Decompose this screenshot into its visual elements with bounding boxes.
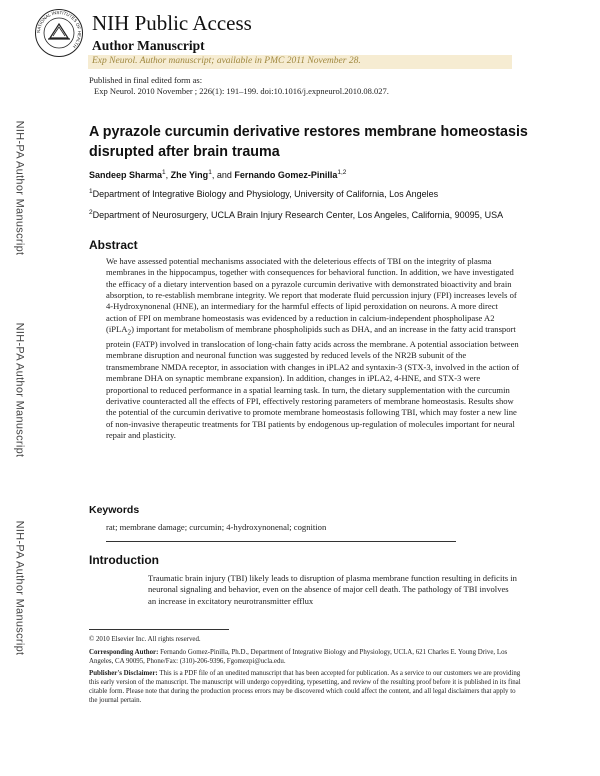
side-stamp: NIH-PA Author Manuscript (13, 322, 25, 458)
author-name: Sandeep Sharma (89, 170, 163, 180)
keywords-heading: Keywords (89, 504, 140, 516)
abstract-heading: Abstract (89, 238, 138, 252)
publisher-disclaimer: Publisher's Disclaimer: This is a PDF file of an unedited manuscript that has been accepted for publication. As a service to our customers we are providing this early version of the manuscript. The manuscript will undergo copyediting, typesetting, and review of the resulting proof before it is published in its final citable form. Please note that during the production process errors may be discovered which could affect the content, and all legal disclaimers that apply to the journal pertain. (89, 670, 521, 704)
author-name: Fernando Gomez-Pinilla (234, 170, 338, 180)
introduction-body: Traumatic brain injury (TBI) likely leads to disruption of plasma membrane function resulting in deficits in neuronal signaling and behavior, even on the absence of major cell death. The pathology of TBI involves an increase in excitatory neurotransmitter efflux (148, 573, 517, 606)
article-title: A pyrazole curcumin derivative restores membrane homeostasis disrupted after brain trauma (89, 124, 528, 160)
affiliation: $^1$Department of Integrative Biology and Physiology, University of California, Los Angeles (89, 188, 439, 199)
abstract-body: We have assessed potential mechanisms associated with the deleterious effects of TBI on the integrity of plasma membranes in the hippocampus, together with consequences for behavioral function. In addition, we have investigated the efficacy of a dietary intervention based on a pyrazole curcumin derivative with demonstrated bioactivity and brain absorption, to re-establish membrane integrity. We report that moderate fluid percussion injury (FPI) increases levels of 4-Hydroxynonenal (HNE), an intermediary for the harmful effects of lipid peroxidation on neurons. A more direct action of FPI on membrane homeostasis was evidenced by a reduction in calcium-independent phospholipase A2 (iPLA$_2$) important for metabolism of membrane phospholipids such as DHA, and an increase in the fatty acid transport protein (FATP) involved in translocation of long-chain fatty acids across the membrane. A potential association between membrane disruption and neuronal function was suggested by reduced levels of the NR2B subunit of the transmembrane NMDA receptor, in association with changes in iPLA2 and syntaxin-3 (STX-3, involved in the action of membrane DHA on synaptic membrane expansion). In addition, changes in iPLA2, 4-HNE, and STX-3 were proportional to reduced performance in a spatial learning task. In turn, the dietary supplementation with the curcumin derivative counteracted all the effects of FPI, effectively restoring parameters of membrane homeostasis. Results show the potential of the curcumin derivative to promote membrane homeostasis following TBI, which may foster a new line of non-invasive therapeutic treatments for TBI patients by endogenous up-regulation of molecules important for neural repair and plasticity. (106, 256, 520, 440)
author-name: Zhe Ying (170, 170, 209, 180)
side-stamp: NIH-PA Author Manuscript (13, 520, 25, 656)
published-label: Published in final edited form as: (89, 75, 203, 85)
footnote-divider (89, 629, 229, 630)
nih-seal-icon (34, 8, 84, 58)
logo-ring-text: NATIONAL INSTITUTES OF HEALTH (35, 9, 83, 49)
keywords-list: rat; membrane damage; curcumin; 4-hydroxynonenal; cognition (106, 522, 327, 532)
section-divider (106, 541, 456, 542)
corresponding-author-note: Corresponding Author: Fernando Gomez-Pinilla, Ph.D., Department of Integrative Biology and Physiology, UCLA, 621 Charles E. Young Drive, Los Angeles, CA 90095, Phone/Fax: (310)-206-9396, Fgomezpi@ucla.edu. (89, 649, 508, 665)
citation-line: Exp Neurol. 2010 November ; 226(1): 191–199. doi:10.1016/j.expneurol.2010.08.027. (94, 86, 389, 96)
introduction-heading: Introduction (89, 553, 159, 567)
author-manuscript-label: Author Manuscript (92, 38, 205, 53)
nih-public-access-title: NIH Public Access (92, 11, 252, 35)
side-stamp: NIH-PA Author Manuscript (13, 120, 25, 256)
author-list: Sandeep Sharma$^1$, Zhe Ying$^1$, and Fernando Gomez-Pinilla$^{1,2}$ (89, 169, 347, 180)
copyright-note: © 2010 Elsevier Inc. All rights reserved. (89, 636, 201, 643)
availability-text: Exp Neurol. Author manuscript; available in PMC 2011 November 28. (92, 56, 361, 66)
affiliation: $^2$Department of Neurosurgery, UCLA Brain Injury Research Center, Los Angeles, California, 90095, USA (89, 209, 504, 220)
nih-logo (34, 8, 84, 58)
